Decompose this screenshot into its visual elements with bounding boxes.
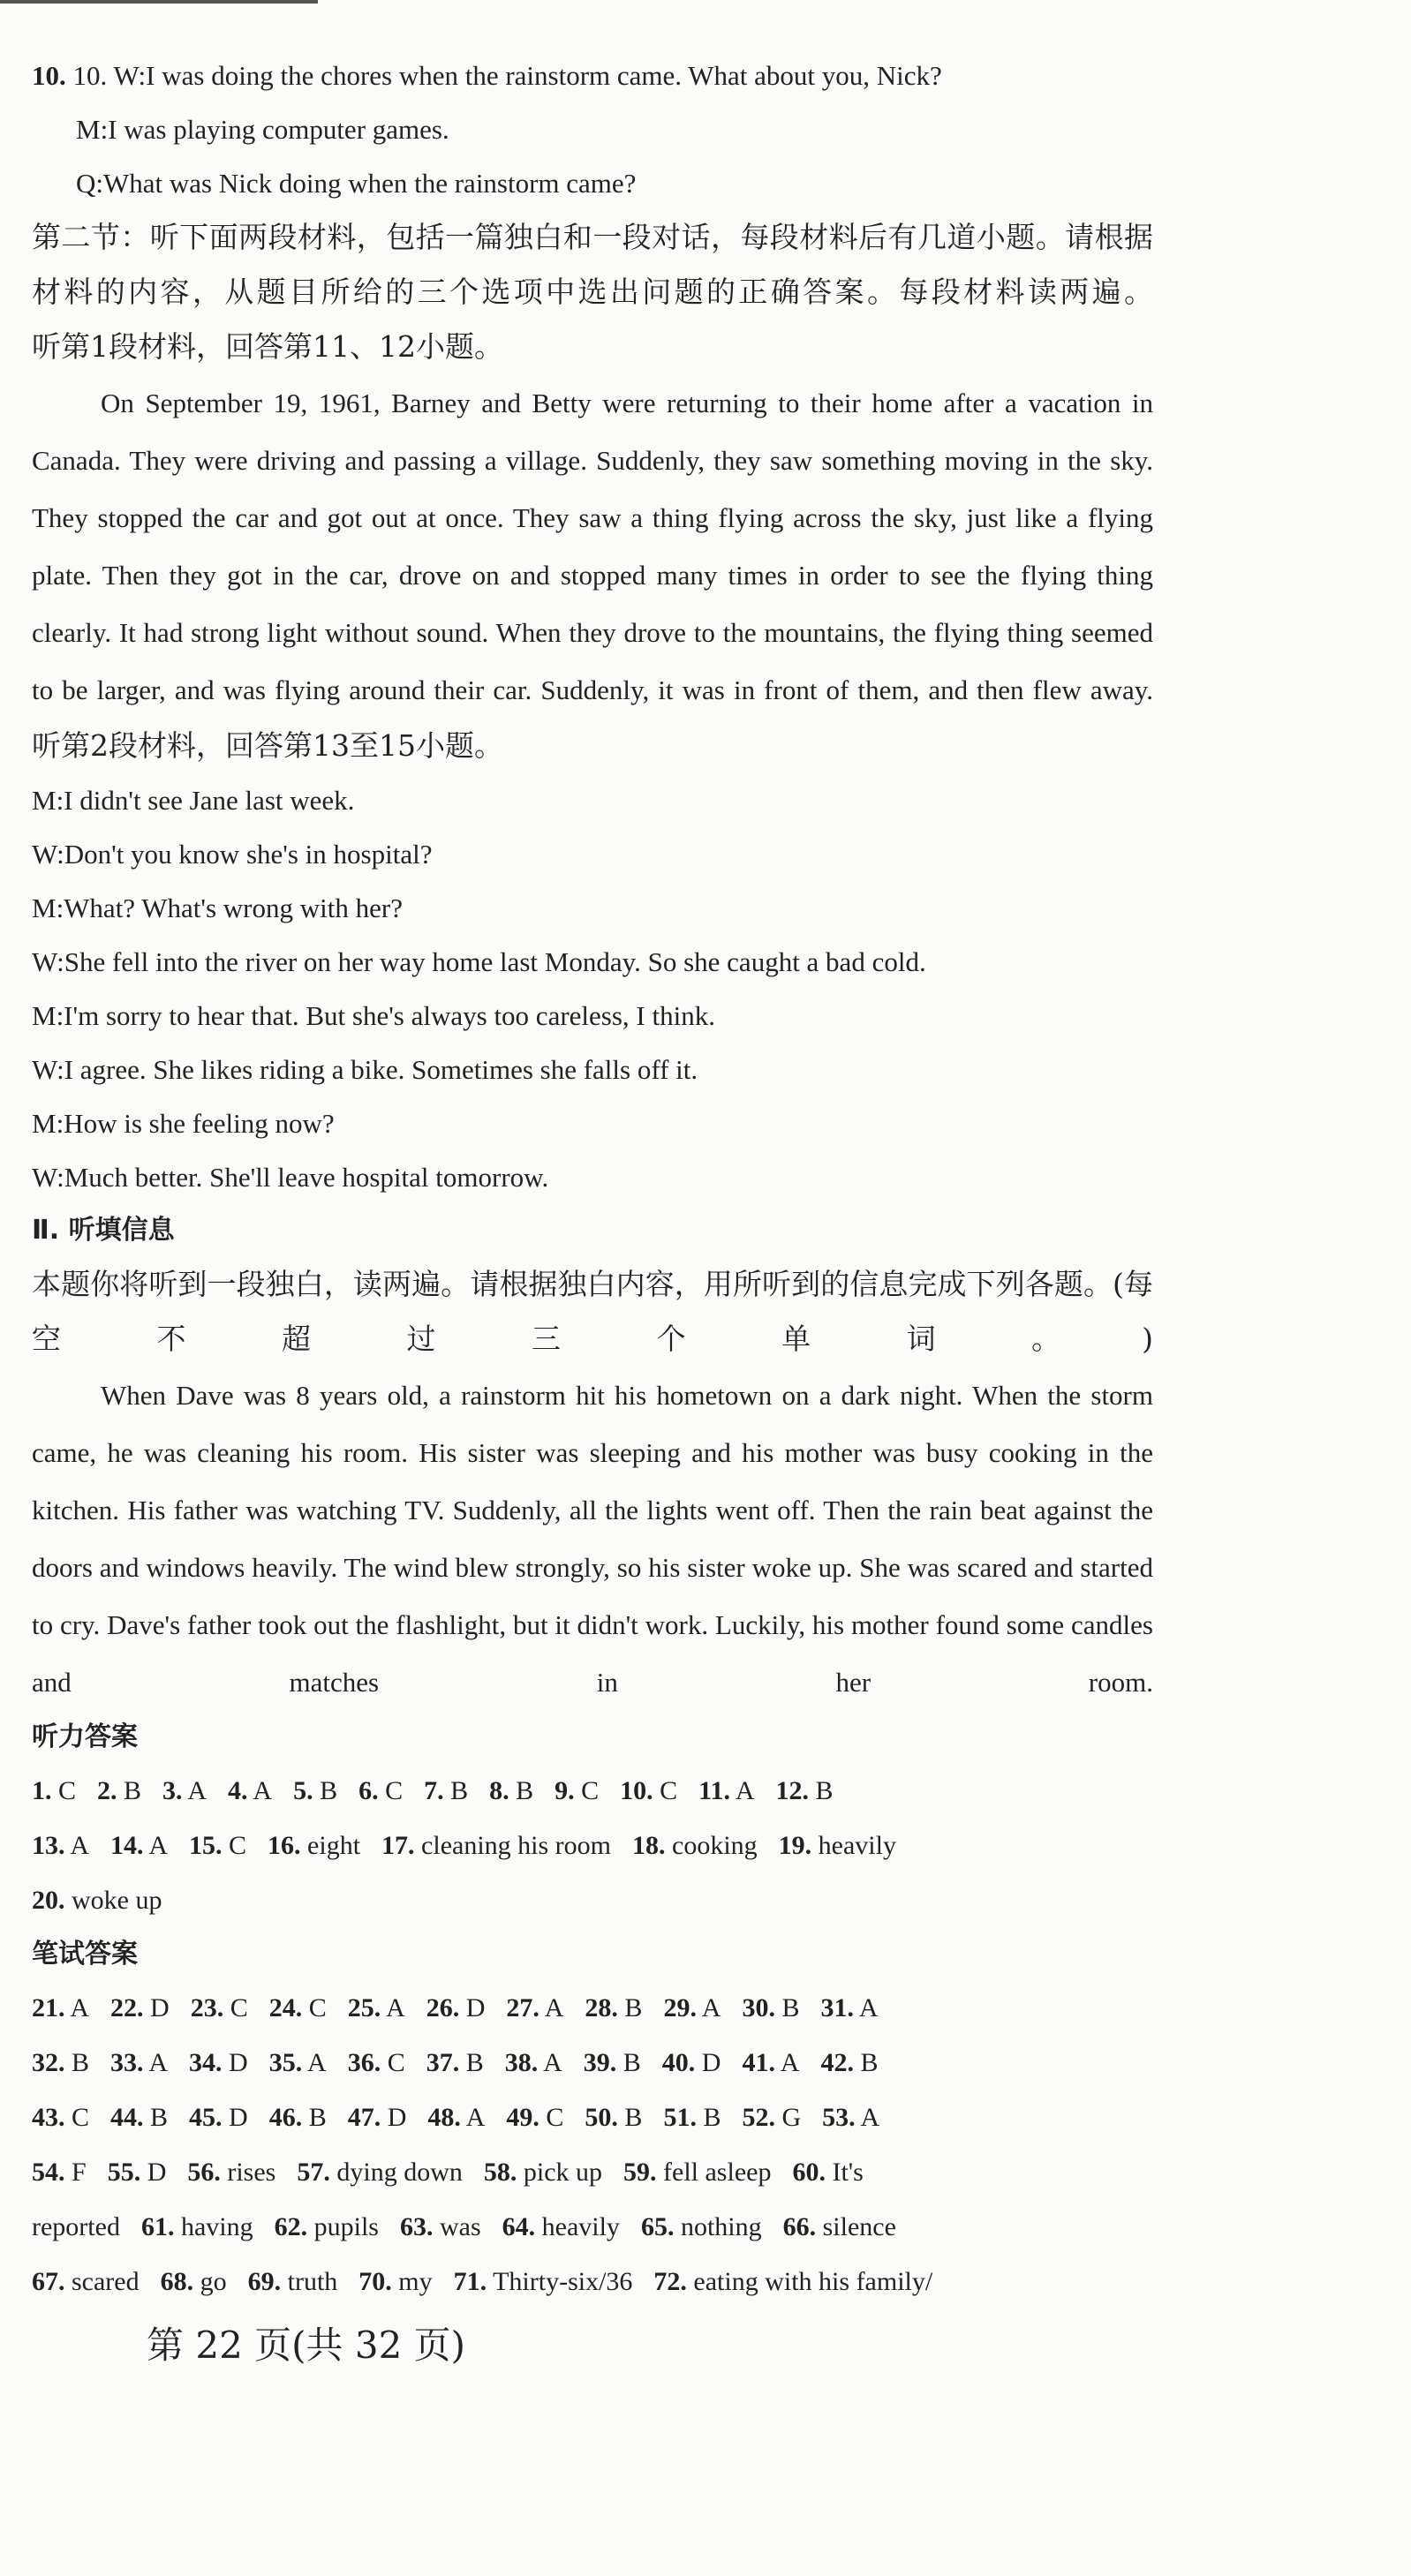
answer-number: 41. (742, 2048, 775, 2077)
answer-value: D (222, 2103, 248, 2132)
answer-value: A (538, 2048, 562, 2077)
answer-item (269, 2090, 327, 2145)
q10-line-q: Q:What was Nick doing when the rainstorm came? (76, 168, 637, 199)
answer-item (779, 1819, 896, 1873)
answer-number: 52. (742, 2103, 775, 2132)
answer-value: B (143, 2103, 169, 2132)
answer-item (426, 2036, 484, 2090)
answer-number: 16. (268, 1831, 301, 1860)
answer-number: 15. (189, 1831, 223, 1860)
answer-item (32, 2255, 140, 2309)
answer-number: 25. (347, 1993, 381, 2022)
answer-number: 17. (381, 1831, 415, 1860)
dialogue-line: W:Much better. She'll leave hospital tomorrow. (32, 1162, 549, 1193)
answer-item (348, 2036, 405, 2090)
answer-item (484, 2145, 602, 2200)
answer-value: B (617, 2103, 643, 2132)
answer-value: D (143, 1993, 170, 2022)
answer-item (742, 1981, 799, 2036)
answer-value: heavily (811, 1831, 896, 1860)
answer-item (108, 2145, 167, 2200)
answer-value: A (247, 1776, 273, 1805)
answer-item (653, 2255, 932, 2309)
answer-value: A (64, 1993, 90, 2022)
answer-item (348, 2090, 407, 2145)
answer-number: 67. (32, 2267, 65, 2296)
answer-value: B (509, 1776, 534, 1805)
dialogue-line: M:What? What's wrong with her? (32, 893, 403, 923)
answer-item (505, 2036, 562, 2090)
answer-item (489, 1764, 533, 1819)
answer-value: C (302, 1993, 327, 2022)
answer-item (269, 2036, 327, 2090)
answer-item (110, 1981, 170, 2036)
answer-value: A (143, 2048, 169, 2077)
answer-number: 58. (483, 2158, 517, 2187)
answer-item (32, 2145, 87, 2200)
answer-number: 38. (504, 2048, 539, 2077)
answer-value: A (539, 1993, 564, 2022)
answer-value: B (443, 1776, 469, 1805)
answer-value: A (143, 1831, 169, 1860)
answer-value: nothing (674, 2212, 762, 2241)
answer-value: C (378, 1776, 404, 1805)
answer-value: D (140, 2158, 167, 2187)
answer-value: A (64, 1831, 90, 1860)
answer-value: C (222, 1831, 247, 1860)
answer-item (189, 2090, 248, 2145)
answer-line (32, 1873, 1153, 1928)
answer-number: 36. (347, 2048, 381, 2077)
answer-item (820, 1981, 878, 2036)
answer-line (32, 1819, 1153, 1873)
answer-item (293, 1764, 337, 1819)
answer-value: D (222, 2048, 248, 2077)
answer-number: 65. (640, 2212, 675, 2241)
answer-value: C (381, 2048, 405, 2077)
top-rule (0, 0, 318, 4)
dialogue-line: M:I didn't see Jane last week. (32, 785, 355, 816)
answer-item (275, 2200, 379, 2255)
dialogue (32, 773, 1153, 1204)
answer-value: A (730, 1776, 755, 1805)
answer-value: reported (32, 2212, 120, 2241)
material1-heading: 听第1段材料，回答第11、12小题。 (32, 329, 503, 364)
answer-value: C (653, 1776, 678, 1805)
answer-number: 47. (347, 2103, 381, 2132)
answer-item (297, 2145, 463, 2200)
answer-item (381, 1819, 611, 1873)
answer-item (776, 1764, 834, 1819)
answer-number: 19. (778, 1831, 812, 1860)
answer-number: 44. (110, 2103, 144, 2132)
answer-value: pick up (517, 2158, 603, 2187)
answer-value: A (302, 2048, 327, 2077)
answer-item (189, 2036, 248, 2090)
answer-item (698, 1764, 754, 1819)
answer-value: fell asleep (656, 2158, 772, 2187)
answer-item (424, 1764, 468, 1819)
answer-value: B (617, 1993, 643, 2022)
answer-number: 42. (820, 2048, 854, 2077)
answer-value: pupils (307, 2212, 379, 2241)
answer-value: B (696, 2103, 721, 2132)
answer-number: 57. (297, 2158, 330, 2187)
answer-number: 46. (268, 2103, 303, 2132)
answer-value: C (51, 1776, 77, 1805)
answer-value: eight (300, 1831, 361, 1860)
answer-number: 33. (110, 2048, 144, 2077)
answer-value: cleaning his room (414, 1831, 611, 1860)
answer-value: A (853, 1993, 879, 2022)
answer-value: B (302, 2103, 327, 2132)
answer-item (32, 1819, 89, 1873)
answer-value: truth (281, 2267, 338, 2296)
answer-item (358, 2255, 432, 2309)
written-answers (32, 1981, 1153, 2309)
answer-item (269, 1981, 327, 2036)
answer-value: D (381, 2103, 407, 2132)
answer-item (584, 2036, 641, 2090)
answer-value: Thirty-six/36 (487, 2267, 633, 2296)
answer-number: 22. (110, 1993, 144, 2022)
answer-item (191, 1981, 248, 2036)
answer-number: 68. (160, 2267, 194, 2296)
answer-value: B (459, 2048, 484, 2077)
answer-value: D (695, 2048, 721, 2077)
answer-number: 28. (585, 1993, 618, 2022)
answer-value: A (460, 2103, 486, 2132)
answer-number: 59. (623, 2158, 657, 2187)
answer-value: F (64, 2158, 87, 2187)
answer-item (585, 2090, 642, 2145)
written-answers-heading: 笔试答案 (32, 1939, 138, 1970)
answer-item (555, 1764, 599, 1819)
answer-item (32, 2200, 120, 2255)
answer-item (32, 1764, 76, 1819)
answer-item (228, 1764, 272, 1819)
answer-number: 43. (32, 2103, 65, 2132)
answer-item (454, 2255, 633, 2309)
answer-value: A (774, 2048, 800, 2077)
answer-item (32, 2036, 89, 2090)
part2-instructions: 本题你将听到一段独白，读两遍。请根据独白内容，用所听到的信息完成下列各题。(每空不超过三个单词。) (32, 1267, 1153, 1356)
answer-item (97, 1764, 141, 1819)
answer-number: 64. (502, 2212, 536, 2241)
material1-text: On September 19, 1961, Barney and Betty were returning to their home after a vacation in Canada. They were driving and passing a village. Suddenly, they saw something moving in the sky. They stopped the car and got out at once. They saw a thing flying across the sky, just like a flying plate. Then they got in the car, drove on and stopped many times in order to see the flying thing clearly. It had strong light without sound. When they drove to the mountains, the flying thing seemed to be larger, and was flying around their car. Suddenly, it was in front of them, and then flew away. (32, 388, 1153, 705)
answer-number: 49. (506, 2103, 540, 2132)
answer-number: 39. (583, 2048, 617, 2077)
answer-value: cooking (665, 1831, 758, 1860)
answer-number: 1. (32, 1776, 52, 1805)
answer-value: heavily (535, 2212, 620, 2241)
answer-value: C (64, 2103, 90, 2132)
answer-item (792, 2145, 863, 2200)
answer-number: 27. (506, 1993, 540, 2022)
answer-number: 11. (698, 1776, 731, 1805)
answer-value: A (182, 1776, 208, 1805)
answer-number: 62. (274, 2212, 308, 2241)
answer-item (32, 1873, 162, 1928)
q10-line-m: M:I was playing computer games. (76, 114, 449, 145)
answer-value: C (539, 2103, 564, 2132)
answer-item (426, 1981, 486, 2036)
answer-item (110, 1819, 168, 1873)
answer-number: 24. (268, 1993, 303, 2022)
answer-number: 69. (247, 2267, 282, 2296)
answer-value: B (774, 1993, 800, 2022)
answer-value: scared (64, 2267, 140, 2296)
answer-value: B (616, 2048, 641, 2077)
listening-answers-heading: 听力答案 (32, 1721, 138, 1752)
answer-number: 32. (32, 2048, 65, 2077)
answer-item (358, 1764, 403, 1819)
answer-value: was (433, 2212, 481, 2241)
material2-heading: 听第2段材料，回答第13至15小题。 (32, 728, 503, 763)
answer-item (400, 2200, 481, 2255)
answer-number: 37. (426, 2048, 460, 2077)
section2-intro: 第二节：听下面两段材料，包括一篇独白和一段对话，每段材料后有几道小题。请根据材料的内容，从题目所给的三个选项中选出问题的正确答案。每段材料读两遍。 (32, 220, 1153, 309)
answer-item (110, 2090, 168, 2145)
answer-number: 66. (782, 2212, 817, 2241)
answer-value: B (853, 2048, 879, 2077)
answer-number: 70. (358, 2267, 392, 2296)
dialogue-line: W:Don't you know she's in hospital? (32, 839, 433, 870)
answer-value: B (809, 1776, 834, 1805)
answer-item (348, 1981, 405, 2036)
answer-value: rises (220, 2158, 276, 2187)
answer-number: 40. (661, 2048, 696, 2077)
answer-line (32, 2255, 1153, 2309)
part2-text: When Dave was 8 years old, a rainstorm hit his hometown on a dark night. When the storm came, he was cleaning his room. His sister was sleeping and his mother was busy cooking in the kitchen. His father was watching TV. Suddenly, all the lights went off. Then the rain beat against the doors and windows heavily. The wind blew strongly, so his sister woke up. She was scared and started to cry. Dave's father took out the flashlight, but it didn't work. Luckily, his mother found some candles and matches in her room. (32, 1380, 1153, 1698)
listening-answers (32, 1764, 1153, 1928)
answer-value: It's (825, 2158, 864, 2187)
answer-item (268, 1819, 360, 1873)
dialogue-line: M:I'm sorry to hear that. But she's always too careless, I think. (32, 1000, 715, 1031)
answer-item (632, 1819, 758, 1873)
answer-number: 72. (653, 2267, 687, 2296)
answer-line (32, 1981, 1153, 2036)
answer-number: 5. (293, 1776, 313, 1805)
answer-number: 29. (663, 1993, 697, 2022)
answer-value: having (174, 2212, 253, 2241)
dialogue-line: W:I agree. She likes riding a bike. Sometimes she falls off it. (32, 1054, 698, 1085)
answer-number: 34. (189, 2048, 223, 2077)
answer-item (141, 2200, 253, 2255)
answer-value: B (64, 2048, 90, 2077)
answer-number: 3. (162, 1776, 183, 1805)
answer-value: go (193, 2267, 227, 2296)
answer-number: 14. (110, 1831, 144, 1860)
answer-item (742, 2036, 799, 2090)
answer-item (663, 2090, 721, 2145)
answer-value: B (313, 1776, 338, 1805)
answer-line (32, 1764, 1153, 1819)
answer-number: 10. (620, 1776, 653, 1805)
answer-item (248, 2255, 338, 2309)
answer-number: 54. (32, 2158, 65, 2187)
answer-item (783, 2200, 896, 2255)
answer-item (502, 2200, 620, 2255)
answer-item (585, 1981, 642, 2036)
answer-number: 55. (107, 2158, 141, 2187)
answer-number: 50. (585, 2103, 618, 2132)
dialogue-line: M:How is she feeling now? (32, 1108, 335, 1139)
answer-number: 21. (32, 1993, 65, 2022)
answer-item (506, 1981, 563, 2036)
answer-page (32, 49, 1153, 2414)
answer-number: 13. (32, 1831, 65, 1860)
answer-item (663, 1981, 721, 2036)
answer-number: 35. (268, 2048, 303, 2077)
answer-item (620, 1764, 677, 1819)
answer-item (641, 2200, 762, 2255)
answer-number: 53. (822, 2103, 856, 2132)
answer-number: 12. (775, 1776, 810, 1805)
answer-number: 2. (97, 1776, 117, 1805)
answer-item (742, 2090, 801, 2145)
answer-number: 60. (792, 2158, 826, 2187)
answer-number: 6. (358, 1776, 379, 1805)
answer-value: C (223, 1993, 248, 2022)
answer-value: B (117, 1776, 142, 1805)
answer-number: 63. (399, 2212, 434, 2241)
page-number: 第 22 页(共 32 页) (147, 2324, 466, 2367)
q10-line-w: 10. 10. W:I was doing the chores when the rainstorm came. What about you, Nick? (32, 60, 942, 91)
answer-line (32, 2145, 1153, 2200)
answer-value: A (855, 2103, 880, 2132)
answer-value: D (459, 1993, 486, 2022)
answer-number: 56. (187, 2158, 221, 2187)
answer-value: dying down (329, 2158, 463, 2187)
answer-number: 7. (424, 1776, 444, 1805)
answer-item (162, 1764, 207, 1819)
answer-number: 8. (489, 1776, 509, 1805)
answer-item (506, 2090, 563, 2145)
answer-number: 71. (453, 2267, 487, 2296)
answer-number: 18. (632, 1831, 666, 1860)
answer-item (32, 1981, 89, 2036)
answer-item (820, 2036, 878, 2090)
answer-line (32, 2200, 1153, 2255)
answer-number: 20. (32, 1886, 65, 1915)
answer-item (822, 2090, 879, 2145)
answer-item (187, 2145, 275, 2200)
answer-value: A (696, 1993, 721, 2022)
answer-item (427, 2090, 485, 2145)
answer-item (189, 1819, 246, 1873)
answer-item (161, 2255, 227, 2309)
answer-number: 61. (140, 2212, 175, 2241)
answer-item (623, 2145, 771, 2200)
answer-item (662, 2036, 721, 2090)
part2-heading: Ⅱ. 听填信息 (32, 1215, 175, 1246)
answer-value: A (381, 1993, 405, 2022)
answer-value: C (574, 1776, 600, 1805)
answer-number: 9. (555, 1776, 575, 1805)
answer-number: 26. (426, 1993, 460, 2022)
answer-line (32, 2036, 1153, 2090)
answer-item (32, 2090, 89, 2145)
answer-value: silence (816, 2212, 896, 2241)
answer-value: woke up (64, 1886, 162, 1915)
answer-number: 31. (820, 1993, 854, 2022)
answer-number: 4. (228, 1776, 248, 1805)
answer-value: eating with his family/ (686, 2267, 933, 2296)
answer-number: 45. (189, 2103, 223, 2132)
answer-value: my (391, 2267, 433, 2296)
answer-number: 23. (190, 1993, 224, 2022)
answer-value: G (774, 2103, 802, 2132)
answer-number: 51. (663, 2103, 697, 2132)
dialogue-line: W:She fell into the river on her way home last Monday. So she caught a bad cold. (32, 946, 926, 977)
answer-number: 48. (427, 2103, 461, 2132)
answer-line (32, 2090, 1153, 2145)
answer-item (110, 2036, 168, 2090)
answer-number: 30. (742, 1993, 775, 2022)
